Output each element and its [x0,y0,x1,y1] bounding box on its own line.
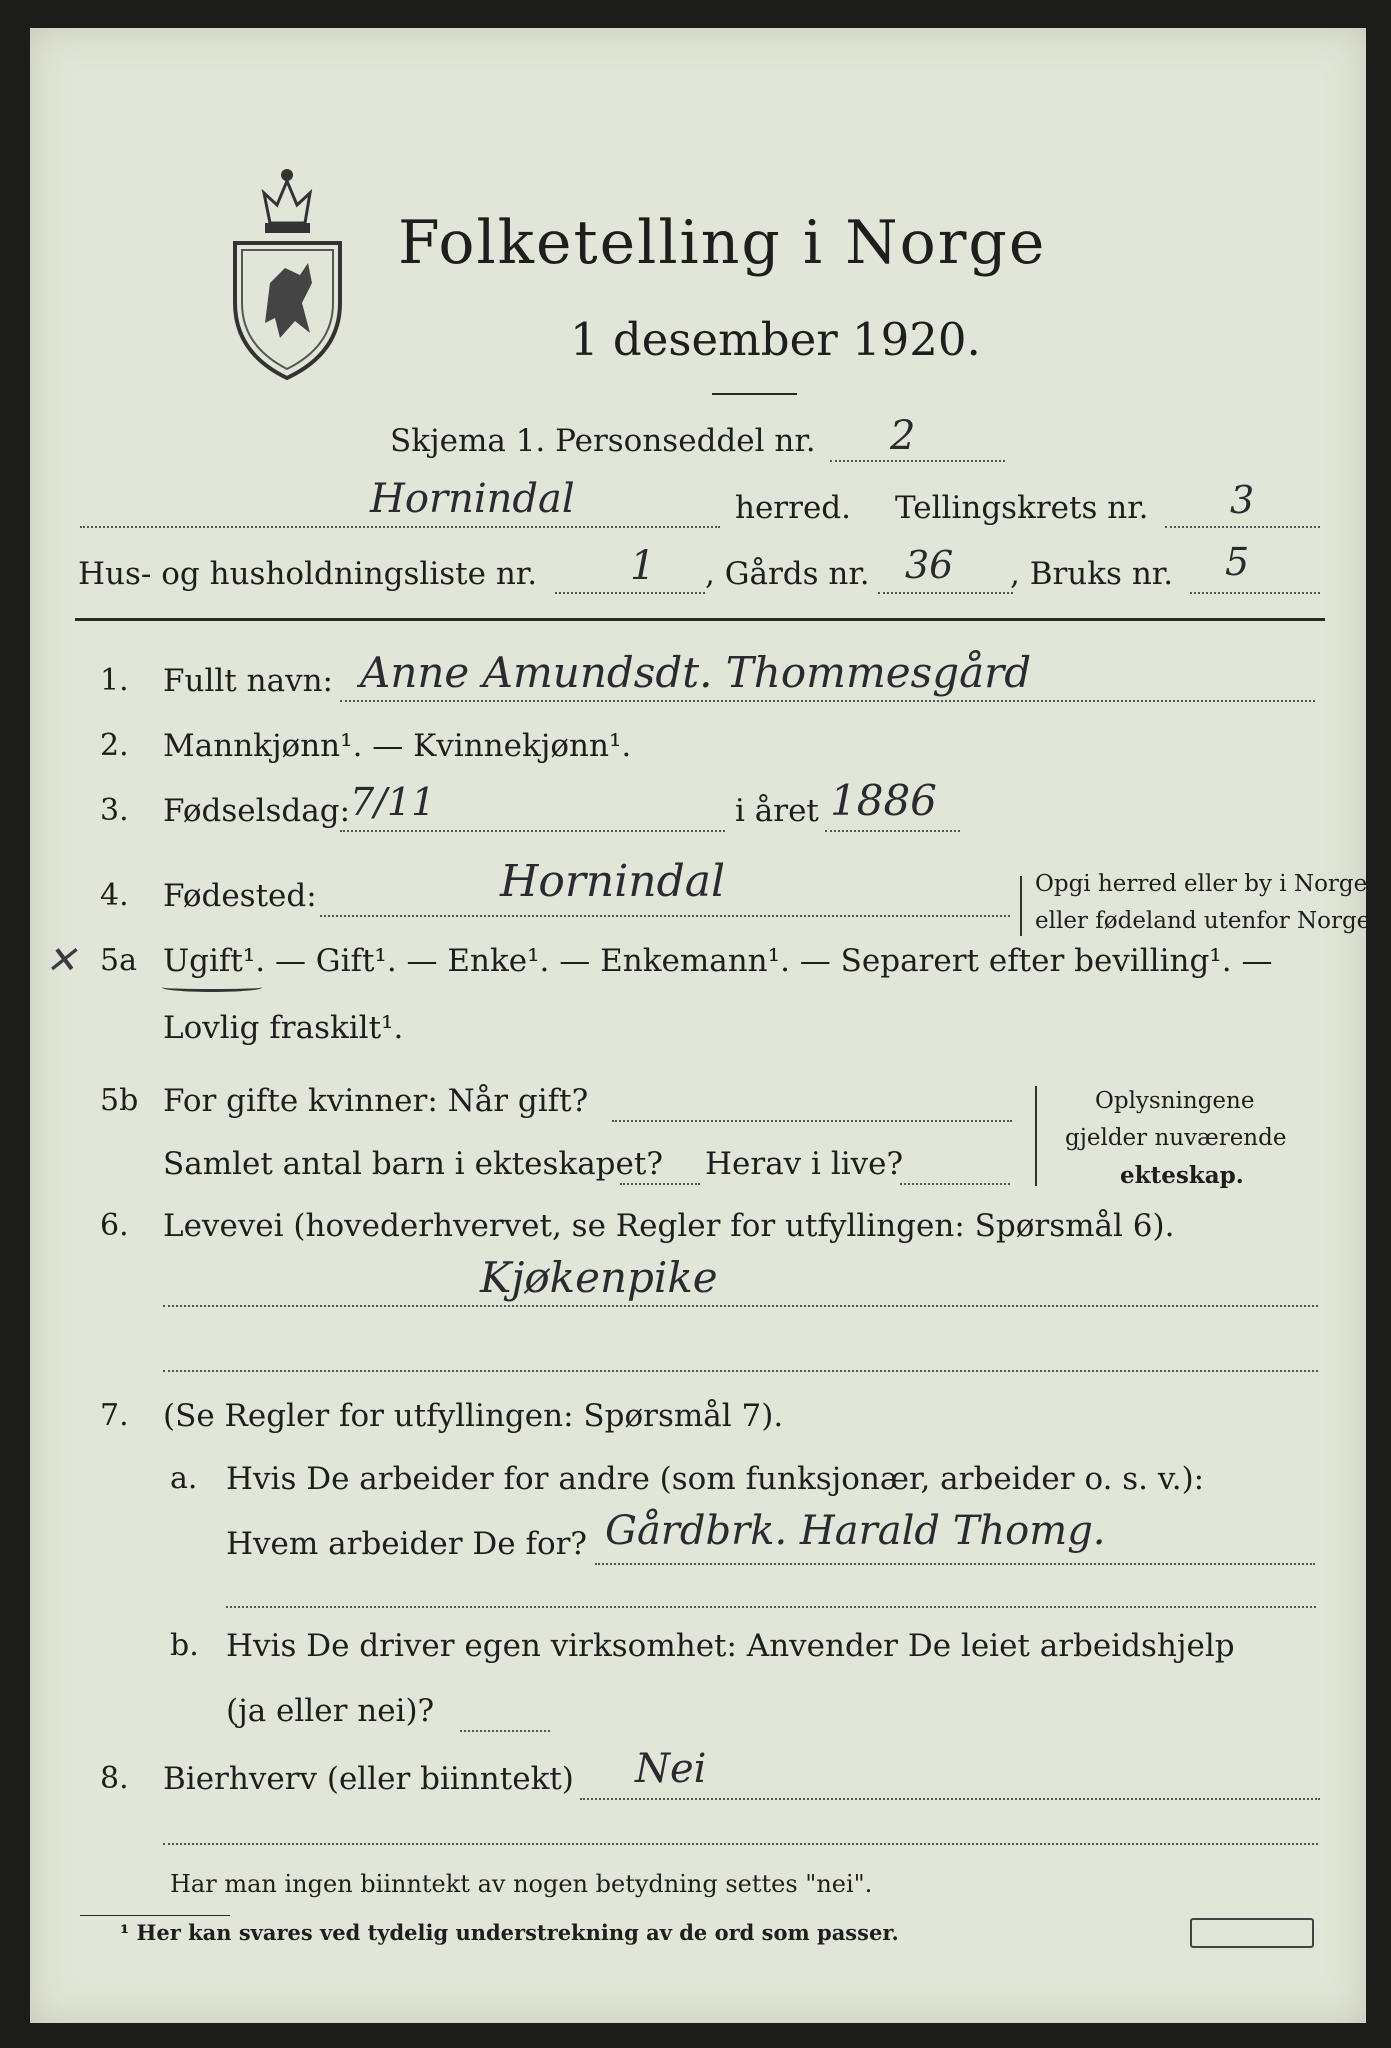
herred-value[interactable]: Hornindal [370,476,575,522]
q4-note-2: eller fødeland utenfor Norge. [1035,908,1378,934]
q5b-brace [1035,1086,1045,1186]
q4-note-1: Opgi herred eller by i Norge [1035,871,1368,897]
skjema-label: Skjema 1. Personseddel nr. [390,423,816,459]
footer-divider [80,1915,230,1916]
bruks-value[interactable]: 5 [1225,540,1250,584]
q5a-number: 5a [100,943,137,978]
q7b-number: b. [170,1628,199,1663]
q5b-label: For gifte kvinner: Når gift? [163,1083,589,1119]
gards-line [878,592,1013,594]
q8-line-2 [163,1843,1318,1845]
q3-day-line [340,830,725,832]
q3-label: Fødselsdag: [163,793,351,829]
q7b-label: Hvis De driver egen virksomhet: Anvender De leiet arbeidshjelp [226,1628,1235,1664]
q4-value[interactable]: Hornindal [500,856,726,907]
q2-label: Mannkjønn¹. — Kvinnekjønn¹. [163,728,632,764]
q3-day-value[interactable]: 7/11 [350,780,436,824]
q6-line-1 [163,1305,1318,1307]
gards-label: , Gårds nr. [705,556,870,592]
q3-year-line [825,830,960,832]
personseddel-line [830,460,1005,462]
q5b-line-1 [612,1120,1012,1122]
q7b-label-2: (ja eller nei)? [226,1693,435,1729]
q4-line [320,915,1010,917]
q8-number: 8. [100,1761,129,1796]
q4-brace [1020,876,1030,936]
q7-label: (Se Regler for utfyllingen: Spørsmål 7). [163,1398,784,1434]
tellingskrets-line [1165,526,1320,528]
q5a-ugift-underline [162,983,262,992]
q1-value[interactable]: Anne Amundsdt. Thommesgård [360,648,1032,697]
q2-number: 2. [100,728,129,763]
printer-stamp [1190,1918,1314,1948]
q5b-label-3: Herav i live? [705,1146,904,1182]
herred-label: herred. [735,490,851,526]
q8-label: Bierhverv (eller biinntekt) [163,1761,574,1797]
gards-value[interactable]: 36 [905,543,954,587]
q7a-label-2: Hvem arbeider De for? [226,1526,588,1562]
q5b-number: 5b [100,1083,139,1118]
footer-note: Har man ingen biinntekt av nogen betydning settes "nei". [170,1870,873,1898]
q5b-note-3: ekteskap. [1120,1162,1244,1189]
census-form [30,28,1378,2023]
q6-value[interactable]: Kjøkenpike [480,1253,718,1302]
q7a-line-2 [226,1606,1316,1608]
q1-number: 1. [100,663,129,698]
title-divider [712,393,797,395]
herred-line [80,526,720,528]
q7a-line [595,1563,1315,1565]
hus-value[interactable]: 1 [630,543,656,589]
q3-number: 3. [100,793,129,828]
q4-number: 4. [100,878,129,913]
footnote: ¹ Her kan svares ved tydelig understrekning av de ord som passer. [120,1920,899,1945]
q5a-cross-mark: ✕ [45,938,77,982]
q7b-line [460,1730,550,1732]
q5b-line-2 [620,1183,700,1185]
q8-value[interactable]: Nei [635,1746,707,1792]
q5b-note-1: Oplysningene [1095,1088,1255,1114]
q7a-label: Hvis De arbeider for andre (som funksjonær, arbeider o. s. v.): [226,1461,1205,1497]
hus-line [555,592,705,594]
q1-label: Fullt navn: [163,663,333,699]
header-divider [75,618,1325,621]
q5a-label: Ugift¹. — Gift¹. — Enke¹. — Enkemann¹. — Separert efter bevilling¹. — [163,943,1273,979]
hus-label: Hus- og husholdningsliste nr. [78,556,538,592]
q5a-label-2: Lovlig fraskilt¹. [163,1010,404,1046]
bruks-label: , Bruks nr. [1010,556,1174,592]
q5b-note-2: gjelder nuværende [1065,1125,1287,1151]
q6-number: 6. [100,1208,129,1243]
q5b-line-3 [900,1183,1010,1185]
q5b-label-2: Samlet antal barn i ekteskapet? [163,1146,663,1182]
q1-line [340,700,1315,702]
tellingskrets-value[interactable]: 3 [1230,478,1255,522]
form-title: Folketelling i Norge [398,208,1047,278]
coat-of-arms-icon [230,153,345,383]
q3-year-label: i året [735,793,819,829]
q7-number: 7. [100,1398,129,1433]
personseddel-value[interactable]: 2 [890,413,916,459]
q4-label: Fødested: [163,878,317,914]
q7a-number: a. [170,1461,198,1496]
q6-line-2 [163,1370,1318,1372]
q8-line [580,1798,1320,1800]
q3-year-value[interactable]: 1886 [830,776,937,825]
q7a-value[interactable]: Gårdbrk. Harald Thomg. [605,1508,1106,1554]
bruks-line [1190,592,1320,594]
q6-label: Levevei (hovederhvervet, se Regler for utfyllingen: Spørsmål 6). [163,1208,1175,1244]
form-date: 1 desember 1920. [570,313,981,366]
tellingskrets-label: Tellingskrets nr. [895,490,1149,526]
